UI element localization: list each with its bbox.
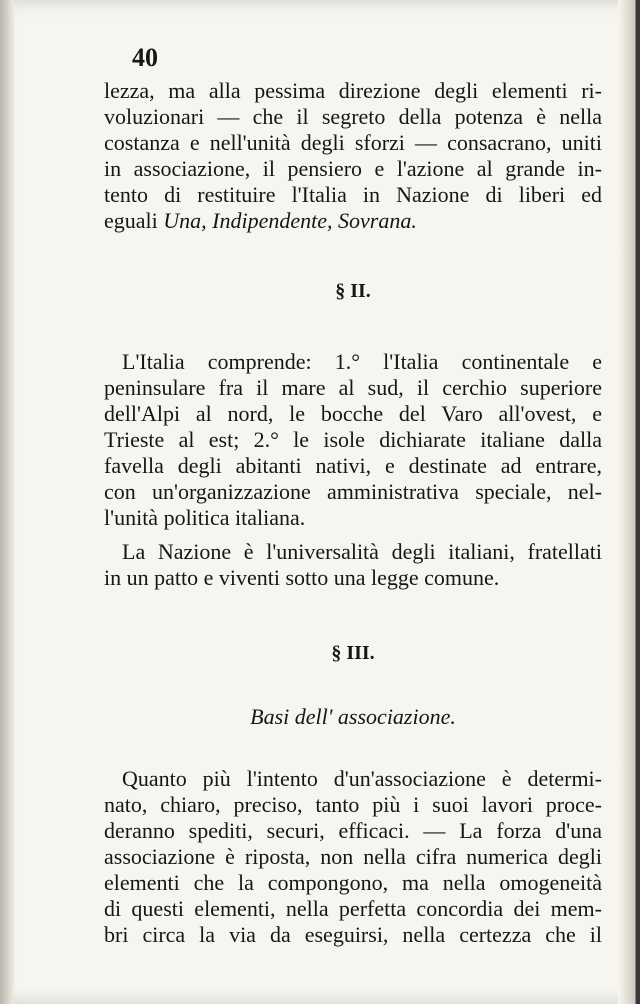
text-line: elementi che la compongono, ma nella omogeneità <box>104 870 602 895</box>
text-line: lezza, ma alla pessima direzione degli elementi ri- <box>104 78 602 103</box>
text-line: Trieste al est; 2.° le isole dichiarate italiane dalla <box>104 427 602 452</box>
text-line: nato, chiaro, preciso, tanto più i suoi lavori proce- <box>104 792 602 817</box>
page-left-edge <box>0 0 14 1004</box>
text-line: in associazione, il pensiero e l'azione al grande in- <box>104 156 602 181</box>
section-heading-ii: § II. <box>335 280 371 302</box>
text-line: dell'Alpi al nord, le bocche del Varo all'ovest, e <box>104 401 602 426</box>
text-line: bri circa la via da eseguirsi, nella certezza che il <box>104 922 602 947</box>
text-line: l'unità politica italiana. <box>104 505 306 530</box>
text-line <box>104 208 602 234</box>
paragraph-2 <box>104 349 602 531</box>
paragraph-3 <box>104 539 602 591</box>
page-number: 40 <box>132 43 158 72</box>
text-line: costanza e nell'unità degli sforzi — consacrano, uniti <box>104 130 602 155</box>
text-line: associazione è riposta, non nella cifra numerica degli <box>104 844 602 869</box>
text-line: di questi elementi, nella perfetta concordia dei mem- <box>104 896 602 921</box>
text-line: Quanto più l'intento d'un'associazione è determi- <box>122 766 602 791</box>
page-right-edge <box>618 0 640 1004</box>
text-line: L'Italia comprende: 1.° l'Italia continentale e <box>122 349 602 374</box>
page-content <box>104 38 602 948</box>
text-line: La Nazione è l'universalità degli italiani, fratellati <box>122 539 602 564</box>
text-line: tento di restituire l'Italia in Nazione di liberi ed <box>104 182 602 207</box>
italic-motto: Una, Indipendente, Sovrana. <box>163 208 417 233</box>
text-line: voluzionari — che il segreto della potenza è nella <box>104 104 602 129</box>
paragraph-4 <box>104 766 602 948</box>
text-run: eguali <box>104 208 164 233</box>
section-subheading: Basi dell' associazione. <box>250 704 456 729</box>
text-line: favella degli abitanti nativi, e destinate ad entrare, <box>104 453 602 478</box>
text-line: con un'organizzazione amministrativa speciale, nel- <box>104 479 602 504</box>
text-line: peninsulare fra il mare al sud, il cerchio superiore <box>104 375 602 400</box>
text-line: in un patto e viventi sotto una legge comune. <box>104 565 500 590</box>
paragraph-1 <box>104 78 602 234</box>
section-heading-iii: § III. <box>331 642 375 664</box>
text-line: deranno spediti, securi, efficaci. — La forza d'una <box>104 818 602 843</box>
